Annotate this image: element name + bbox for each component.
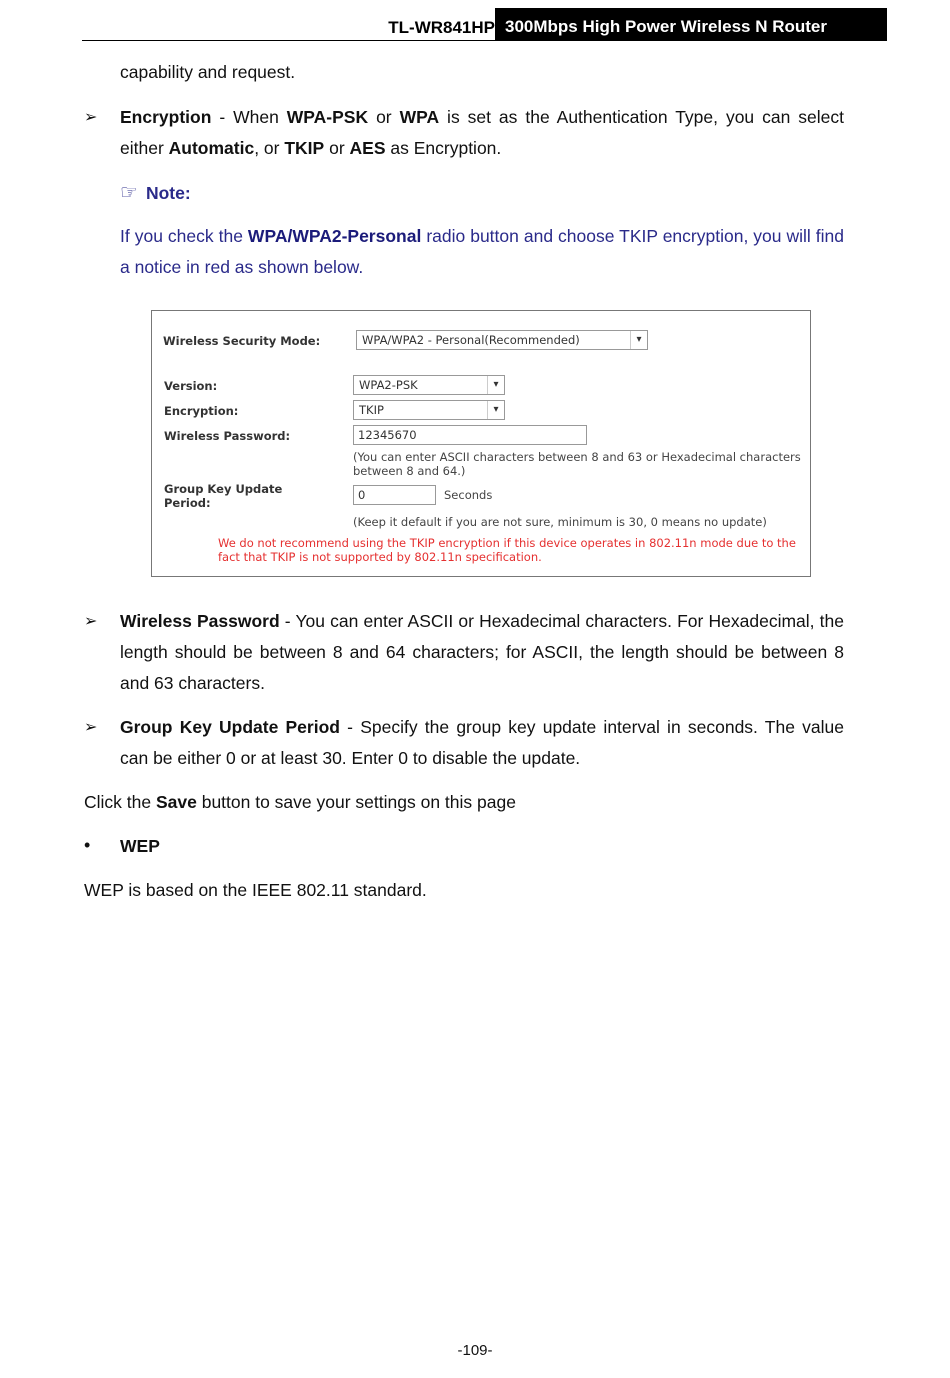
text: radio button and choose TKIP encryption, you will find a notice in red as shown below. bbox=[120, 226, 844, 277]
dot-bullet-icon: • bbox=[84, 835, 91, 855]
page-number: -109- bbox=[457, 1342, 493, 1359]
text-bold: WPA bbox=[399, 107, 440, 127]
select-value: TKIP bbox=[359, 403, 384, 417]
header-model: TL-WR841HP bbox=[388, 18, 495, 37]
group-key-paragraph bbox=[120, 712, 844, 774]
group-key-label-2: Period: bbox=[164, 496, 211, 510]
text: is set as the Authentication Type, you can select either bbox=[120, 107, 844, 158]
text: , or bbox=[254, 138, 285, 158]
text: or bbox=[324, 138, 350, 158]
arrow-bullet-icon: ➢ bbox=[84, 613, 98, 630]
wep-heading: WEP bbox=[120, 836, 160, 856]
text: - Specify the group key update interval in seconds. The value can be either 0 or at least 30. Enter 0 to disable the update. bbox=[120, 717, 844, 768]
text: - You can enter ASCII or Hexadecimal characters. For Hexadecimal, the length should be between 8 and 64 characters; for ASCII, the length should be between 8 and 63 characters. bbox=[120, 611, 844, 693]
encryption-term: Encryption bbox=[120, 107, 212, 127]
text-bold: AES bbox=[349, 138, 386, 158]
text: or bbox=[368, 107, 400, 127]
note-label: Note: bbox=[145, 183, 191, 203]
version-label: Version: bbox=[164, 379, 218, 393]
wireless-security-screenshot bbox=[151, 310, 811, 577]
group-key-input[interactable]: 0 bbox=[353, 485, 436, 505]
password-hint-2: between 8 and 64.) bbox=[353, 464, 466, 478]
seconds-unit: Seconds bbox=[444, 488, 493, 502]
text-bold: Save bbox=[155, 792, 197, 812]
note-paragraph bbox=[120, 221, 844, 283]
select-value: WPA/WPA2 - Personal(Recommended) bbox=[362, 333, 580, 347]
password-input[interactable]: 12345670 bbox=[353, 425, 587, 445]
page-header bbox=[82, 8, 887, 41]
text: Click the bbox=[84, 792, 156, 812]
security-mode-select[interactable] bbox=[356, 330, 648, 350]
text: as Encryption. bbox=[385, 138, 502, 158]
intro-line: capability and request. bbox=[120, 62, 296, 82]
encryption-label: Encryption: bbox=[164, 404, 239, 418]
chevron-down-icon: ▾ bbox=[487, 401, 504, 419]
pointing-hand-icon: ☞ bbox=[120, 182, 138, 204]
select-value: WPA2-PSK bbox=[359, 378, 418, 392]
tkip-warning-2: fact that TKIP is not supported by 802.11n specification. bbox=[218, 550, 542, 564]
arrow-bullet-icon: ➢ bbox=[84, 719, 98, 736]
encryption-paragraph bbox=[120, 102, 844, 164]
arrow-bullet-icon: ➢ bbox=[84, 109, 98, 126]
wep-text: WEP is based on the IEEE 802.11 standard. bbox=[84, 880, 427, 900]
save-line bbox=[84, 787, 516, 818]
security-mode-label: Wireless Security Mode: bbox=[163, 334, 321, 348]
text-bold: WPA/WPA2-Personal bbox=[247, 226, 422, 246]
text-bold: Wireless Password bbox=[120, 611, 280, 631]
password-label: Wireless Password: bbox=[164, 429, 291, 443]
encryption-select[interactable] bbox=[353, 400, 505, 420]
chevron-down-icon: ▾ bbox=[487, 376, 504, 394]
password-hint-1: (You can enter ASCII characters between 8 and 63 or Hexadecimal characters bbox=[353, 450, 801, 464]
group-key-hint: (Keep it default if you are not sure, minimum is 30, 0 means no update) bbox=[353, 515, 767, 529]
text: button to save your settings on this page bbox=[196, 792, 516, 812]
group-key-label-1: Group Key Update bbox=[164, 482, 283, 496]
text: - When bbox=[211, 107, 287, 127]
note-heading bbox=[120, 180, 191, 205]
version-select[interactable] bbox=[353, 375, 505, 395]
text-bold: TKIP bbox=[284, 138, 325, 158]
text-bold: Automatic bbox=[168, 138, 255, 158]
text: If you check the bbox=[120, 226, 248, 246]
wireless-password-paragraph bbox=[120, 606, 844, 699]
text-bold: Group Key Update Period bbox=[120, 717, 340, 737]
header-title: 300Mbps High Power Wireless N Router bbox=[495, 8, 887, 40]
chevron-down-icon: ▾ bbox=[630, 331, 647, 349]
tkip-warning-1: We do not recommend using the TKIP encryption if this device operates in 802.11n mode due to the bbox=[218, 536, 796, 550]
text-bold: WPA-PSK bbox=[286, 107, 369, 127]
